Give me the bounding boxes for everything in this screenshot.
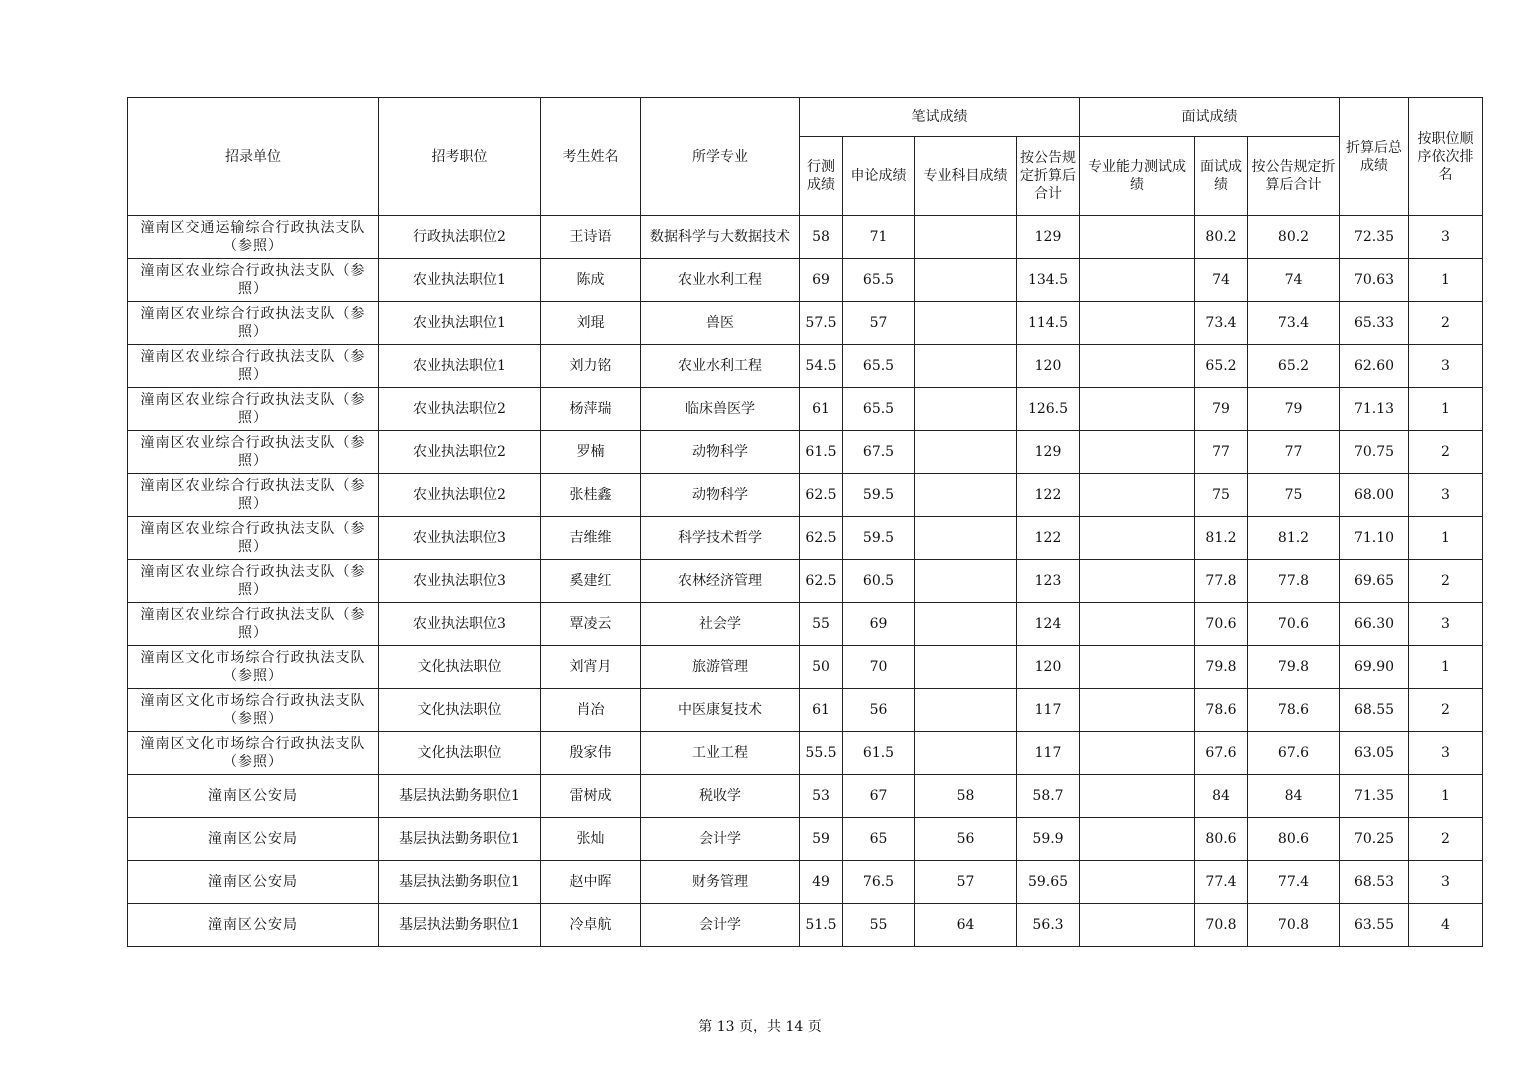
cell-xingce: 62.5	[800, 474, 843, 517]
header-position: 招考职位	[379, 98, 541, 216]
cell-rank: 3	[1409, 861, 1483, 904]
cell-ability	[1080, 818, 1195, 861]
score-table	[127, 97, 1483, 947]
cell-written-total: 124	[1017, 603, 1080, 646]
cell-rank: 2	[1409, 818, 1483, 861]
cell-subject	[915, 517, 1017, 560]
cell-rank: 3	[1409, 345, 1483, 388]
cell-final-total: 68.00	[1340, 474, 1409, 517]
cell-shenlun: 59.5	[843, 474, 915, 517]
cell-written-total: 126.5	[1017, 388, 1080, 431]
cell-subject: 57	[915, 861, 1017, 904]
header-final-total: 折算后总成绩	[1340, 98, 1409, 216]
table-row	[128, 603, 1483, 646]
cell-unit: 潼南区农业综合行政执法支队（参照）	[128, 474, 379, 517]
cell-major: 财务管理	[641, 861, 800, 904]
cell-unit: 潼南区农业综合行政执法支队（参照）	[128, 517, 379, 560]
cell-name: 冷卓航	[541, 904, 641, 947]
cell-ability	[1080, 302, 1195, 345]
cell-interview-total: 80.6	[1248, 818, 1340, 861]
table-row	[128, 818, 1483, 861]
cell-shenlun: 60.5	[843, 560, 915, 603]
header-row-top	[128, 98, 1483, 137]
cell-major: 中医康复技术	[641, 689, 800, 732]
cell-final-total: 72.35	[1340, 216, 1409, 259]
cell-shenlun: 67.5	[843, 431, 915, 474]
cell-written-total: 114.5	[1017, 302, 1080, 345]
cell-unit: 潼南区文化市场综合行政执法支队（参照）	[128, 732, 379, 775]
header-ability: 专业能力测试成绩	[1080, 137, 1195, 216]
cell-name: 刘宵月	[541, 646, 641, 689]
cell-unit: 潼南区交通运输综合行政执法支队（参照）	[128, 216, 379, 259]
cell-position: 基层执法勤务职位1	[379, 904, 541, 947]
cell-ability	[1080, 603, 1195, 646]
header-written-group: 笔试成绩	[800, 98, 1080, 137]
cell-interview: 79	[1195, 388, 1248, 431]
cell-subject: 58	[915, 775, 1017, 818]
cell-xingce: 61	[800, 388, 843, 431]
cell-rank: 1	[1409, 259, 1483, 302]
cell-written-total: 56.3	[1017, 904, 1080, 947]
cell-xingce: 59	[800, 818, 843, 861]
cell-unit: 潼南区公安局	[128, 775, 379, 818]
cell-subject	[915, 603, 1017, 646]
cell-rank: 2	[1409, 302, 1483, 345]
cell-interview-total: 78.6	[1248, 689, 1340, 732]
cell-major: 会计学	[641, 818, 800, 861]
cell-shenlun: 67	[843, 775, 915, 818]
cell-position: 文化执法职位	[379, 646, 541, 689]
cell-major: 农业水利工程	[641, 345, 800, 388]
cell-position: 文化执法职位	[379, 689, 541, 732]
cell-name: 张灿	[541, 818, 641, 861]
cell-major: 临床兽医学	[641, 388, 800, 431]
cell-final-total: 66.30	[1340, 603, 1409, 646]
cell-interview-total: 77.8	[1248, 560, 1340, 603]
cell-rank: 1	[1409, 388, 1483, 431]
cell-final-total: 68.55	[1340, 689, 1409, 732]
table-body	[128, 216, 1483, 947]
cell-rank: 3	[1409, 603, 1483, 646]
cell-subject	[915, 259, 1017, 302]
cell-shenlun: 57	[843, 302, 915, 345]
cell-interview-total: 79.8	[1248, 646, 1340, 689]
cell-major: 农林经济管理	[641, 560, 800, 603]
table-row	[128, 775, 1483, 818]
cell-interview-total: 79	[1248, 388, 1340, 431]
cell-xingce: 55.5	[800, 732, 843, 775]
cell-unit: 潼南区公安局	[128, 818, 379, 861]
cell-position: 农业执法职位2	[379, 388, 541, 431]
cell-interview: 81.2	[1195, 517, 1248, 560]
cell-shenlun: 76.5	[843, 861, 915, 904]
cell-rank: 2	[1409, 431, 1483, 474]
cell-major: 旅游管理	[641, 646, 800, 689]
cell-interview: 78.6	[1195, 689, 1248, 732]
cell-rank: 3	[1409, 216, 1483, 259]
cell-name: 王诗语	[541, 216, 641, 259]
header-subject: 专业科目成绩	[915, 137, 1017, 216]
cell-subject	[915, 388, 1017, 431]
header-written-total: 按公告规定折算后合计	[1017, 137, 1080, 216]
cell-unit: 潼南区农业综合行政执法支队（参照）	[128, 560, 379, 603]
cell-subject	[915, 474, 1017, 517]
cell-ability	[1080, 388, 1195, 431]
table-row	[128, 474, 1483, 517]
cell-final-total: 70.63	[1340, 259, 1409, 302]
cell-interview: 77.4	[1195, 861, 1248, 904]
cell-position: 农业执法职位1	[379, 259, 541, 302]
cell-interview-total: 75	[1248, 474, 1340, 517]
table-row	[128, 431, 1483, 474]
table-row	[128, 345, 1483, 388]
cell-name: 雷树成	[541, 775, 641, 818]
header-interview-group: 面试成绩	[1080, 98, 1340, 137]
header-name: 考生姓名	[541, 98, 641, 216]
table-row	[128, 732, 1483, 775]
cell-written-total: 122	[1017, 517, 1080, 560]
cell-subject	[915, 646, 1017, 689]
cell-subject	[915, 732, 1017, 775]
cell-unit: 潼南区公安局	[128, 904, 379, 947]
cell-name: 陈成	[541, 259, 641, 302]
cell-subject	[915, 345, 1017, 388]
cell-interview: 74	[1195, 259, 1248, 302]
cell-rank: 3	[1409, 732, 1483, 775]
cell-final-total: 68.53	[1340, 861, 1409, 904]
cell-rank: 3	[1409, 474, 1483, 517]
cell-final-total: 63.55	[1340, 904, 1409, 947]
cell-interview-total: 80.2	[1248, 216, 1340, 259]
cell-ability	[1080, 646, 1195, 689]
cell-interview: 67.6	[1195, 732, 1248, 775]
cell-unit: 潼南区农业综合行政执法支队（参照）	[128, 345, 379, 388]
cell-interview-total: 74	[1248, 259, 1340, 302]
cell-ability	[1080, 216, 1195, 259]
cell-position: 农业执法职位3	[379, 560, 541, 603]
cell-unit: 潼南区公安局	[128, 861, 379, 904]
cell-subject: 64	[915, 904, 1017, 947]
cell-position: 基层执法勤务职位1	[379, 775, 541, 818]
cell-subject	[915, 431, 1017, 474]
cell-xingce: 62.5	[800, 560, 843, 603]
cell-ability	[1080, 689, 1195, 732]
table-row	[128, 560, 1483, 603]
cell-final-total: 65.33	[1340, 302, 1409, 345]
cell-interview: 73.4	[1195, 302, 1248, 345]
cell-unit: 潼南区农业综合行政执法支队（参照）	[128, 302, 379, 345]
header-major: 所学专业	[641, 98, 800, 216]
cell-shenlun: 65.5	[843, 345, 915, 388]
cell-major: 会计学	[641, 904, 800, 947]
cell-major: 农业水利工程	[641, 259, 800, 302]
cell-interview-total: 81.2	[1248, 517, 1340, 560]
cell-interview: 80.6	[1195, 818, 1248, 861]
cell-interview-total: 77.4	[1248, 861, 1340, 904]
cell-interview-total: 70.6	[1248, 603, 1340, 646]
cell-written-total: 120	[1017, 345, 1080, 388]
cell-rank: 1	[1409, 517, 1483, 560]
cell-xingce: 50	[800, 646, 843, 689]
header-unit: 招录单位	[128, 98, 379, 216]
cell-position: 基层执法勤务职位1	[379, 818, 541, 861]
cell-name: 吉维维	[541, 517, 641, 560]
table-row	[128, 259, 1483, 302]
table-row	[128, 904, 1483, 947]
cell-final-total: 69.90	[1340, 646, 1409, 689]
table-row	[128, 646, 1483, 689]
cell-position: 文化执法职位	[379, 732, 541, 775]
table-row	[128, 861, 1483, 904]
cell-final-total: 69.65	[1340, 560, 1409, 603]
cell-ability	[1080, 560, 1195, 603]
cell-rank: 4	[1409, 904, 1483, 947]
cell-interview-total: 73.4	[1248, 302, 1340, 345]
cell-xingce: 69	[800, 259, 843, 302]
cell-interview-total: 67.6	[1248, 732, 1340, 775]
table-row	[128, 517, 1483, 560]
cell-final-total: 62.60	[1340, 345, 1409, 388]
cell-position: 农业执法职位2	[379, 474, 541, 517]
cell-name: 奚建红	[541, 560, 641, 603]
cell-ability	[1080, 474, 1195, 517]
cell-major: 科学技术哲学	[641, 517, 800, 560]
cell-shenlun: 59.5	[843, 517, 915, 560]
cell-name: 刘力铭	[541, 345, 641, 388]
cell-xingce: 55	[800, 603, 843, 646]
cell-interview: 79.8	[1195, 646, 1248, 689]
cell-written-total: 129	[1017, 216, 1080, 259]
cell-written-total: 58.7	[1017, 775, 1080, 818]
cell-xingce: 61.5	[800, 431, 843, 474]
cell-major: 兽医	[641, 302, 800, 345]
table-row	[128, 689, 1483, 732]
cell-shenlun: 71	[843, 216, 915, 259]
cell-major: 工业工程	[641, 732, 800, 775]
cell-unit: 潼南区农业综合行政执法支队（参照）	[128, 603, 379, 646]
cell-major: 动物科学	[641, 474, 800, 517]
cell-shenlun: 69	[843, 603, 915, 646]
cell-ability	[1080, 904, 1195, 947]
cell-rank: 2	[1409, 560, 1483, 603]
cell-name: 肖冶	[541, 689, 641, 732]
cell-interview-total: 65.2	[1248, 345, 1340, 388]
header-interview-total: 按公告规定折算后合计	[1248, 137, 1340, 216]
page-footer: 第 13 页，共 14 页	[698, 1019, 822, 1035]
cell-final-total: 71.13	[1340, 388, 1409, 431]
cell-written-total: 120	[1017, 646, 1080, 689]
cell-shenlun: 61.5	[843, 732, 915, 775]
cell-written-total: 122	[1017, 474, 1080, 517]
table-row	[128, 216, 1483, 259]
cell-interview: 77	[1195, 431, 1248, 474]
cell-written-total: 59.9	[1017, 818, 1080, 861]
cell-name: 殷家伟	[541, 732, 641, 775]
cell-interview-total: 70.8	[1248, 904, 1340, 947]
cell-shenlun: 56	[843, 689, 915, 732]
cell-position: 农业执法职位1	[379, 345, 541, 388]
cell-interview: 84	[1195, 775, 1248, 818]
cell-unit: 潼南区农业综合行政执法支队（参照）	[128, 259, 379, 302]
cell-xingce: 61	[800, 689, 843, 732]
cell-ability	[1080, 431, 1195, 474]
cell-written-total: 59.65	[1017, 861, 1080, 904]
header-interview: 面试成绩	[1195, 137, 1248, 216]
cell-final-total: 71.10	[1340, 517, 1409, 560]
cell-subject: 56	[915, 818, 1017, 861]
cell-shenlun: 65.5	[843, 388, 915, 431]
cell-xingce: 51.5	[800, 904, 843, 947]
cell-ability	[1080, 732, 1195, 775]
table-row	[128, 302, 1483, 345]
table-row	[128, 388, 1483, 431]
cell-interview: 65.2	[1195, 345, 1248, 388]
cell-name: 张桂鑫	[541, 474, 641, 517]
cell-unit: 潼南区文化市场综合行政执法支队（参照）	[128, 689, 379, 732]
cell-shenlun: 70	[843, 646, 915, 689]
cell-ability	[1080, 345, 1195, 388]
cell-rank: 2	[1409, 689, 1483, 732]
cell-written-total: 117	[1017, 732, 1080, 775]
cell-position: 行政执法职位2	[379, 216, 541, 259]
cell-ability	[1080, 861, 1195, 904]
cell-name: 覃凌云	[541, 603, 641, 646]
cell-name: 刘琨	[541, 302, 641, 345]
cell-major: 数据科学与大数据技术	[641, 216, 800, 259]
cell-written-total: 117	[1017, 689, 1080, 732]
cell-interview-total: 77	[1248, 431, 1340, 474]
cell-xingce: 57.5	[800, 302, 843, 345]
header-xingce: 行测成绩	[800, 137, 843, 216]
cell-major: 社会学	[641, 603, 800, 646]
header-rank: 按职位顺序依次排名	[1409, 98, 1483, 216]
cell-interview: 70.8	[1195, 904, 1248, 947]
cell-subject	[915, 560, 1017, 603]
cell-subject	[915, 689, 1017, 732]
cell-position: 基层执法勤务职位1	[379, 861, 541, 904]
cell-xingce: 58	[800, 216, 843, 259]
cell-interview: 77.8	[1195, 560, 1248, 603]
cell-unit: 潼南区农业综合行政执法支队（参照）	[128, 431, 379, 474]
cell-position: 农业执法职位2	[379, 431, 541, 474]
cell-position: 农业执法职位3	[379, 603, 541, 646]
cell-shenlun: 55	[843, 904, 915, 947]
cell-subject	[915, 302, 1017, 345]
cell-interview: 70.6	[1195, 603, 1248, 646]
cell-final-total: 71.35	[1340, 775, 1409, 818]
cell-final-total: 63.05	[1340, 732, 1409, 775]
cell-shenlun: 65	[843, 818, 915, 861]
cell-rank: 1	[1409, 775, 1483, 818]
cell-xingce: 49	[800, 861, 843, 904]
cell-interview-total: 84	[1248, 775, 1340, 818]
cell-interview: 80.2	[1195, 216, 1248, 259]
cell-written-total: 134.5	[1017, 259, 1080, 302]
cell-written-total: 129	[1017, 431, 1080, 474]
cell-name: 杨萍瑞	[541, 388, 641, 431]
cell-subject	[915, 216, 1017, 259]
cell-final-total: 70.25	[1340, 818, 1409, 861]
cell-ability	[1080, 775, 1195, 818]
cell-name: 赵中晖	[541, 861, 641, 904]
cell-xingce: 53	[800, 775, 843, 818]
cell-rank: 1	[1409, 646, 1483, 689]
cell-unit: 潼南区农业综合行政执法支队（参照）	[128, 388, 379, 431]
cell-interview: 75	[1195, 474, 1248, 517]
cell-major: 税收学	[641, 775, 800, 818]
cell-unit: 潼南区文化市场综合行政执法支队（参照）	[128, 646, 379, 689]
cell-written-total: 123	[1017, 560, 1080, 603]
header-shenlun: 申论成绩	[843, 137, 915, 216]
cell-xingce: 62.5	[800, 517, 843, 560]
cell-shenlun: 65.5	[843, 259, 915, 302]
cell-ability	[1080, 259, 1195, 302]
cell-name: 罗楠	[541, 431, 641, 474]
cell-position: 农业执法职位1	[379, 302, 541, 345]
cell-xingce: 54.5	[800, 345, 843, 388]
cell-major: 动物科学	[641, 431, 800, 474]
cell-ability	[1080, 517, 1195, 560]
cell-position: 农业执法职位3	[379, 517, 541, 560]
cell-final-total: 70.75	[1340, 431, 1409, 474]
